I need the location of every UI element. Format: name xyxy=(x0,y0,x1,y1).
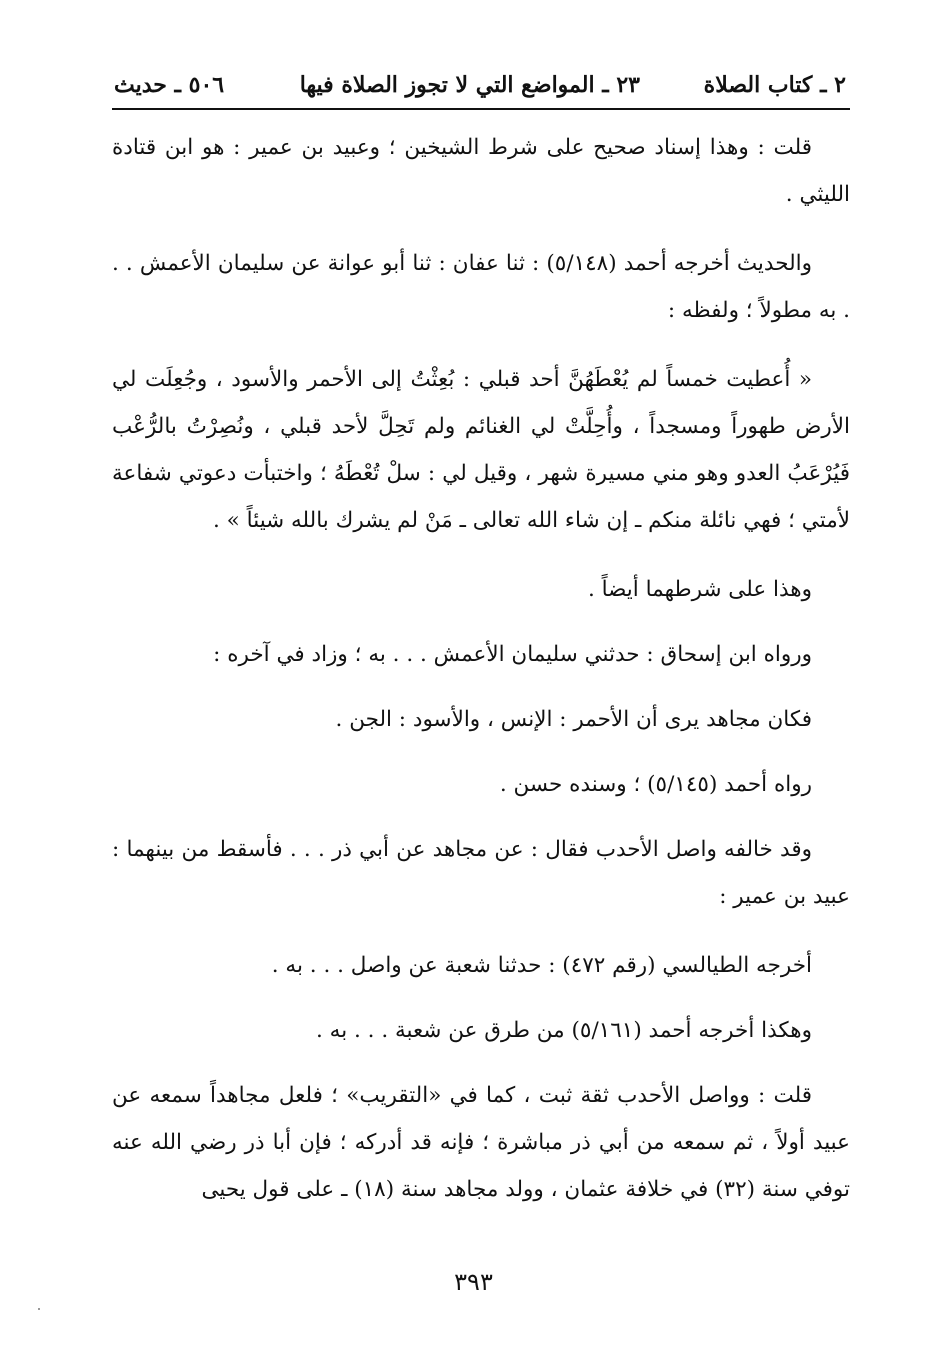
page-number: ٣٩٣ xyxy=(454,1268,493,1296)
paragraph-isnad-note: قلت : وهذا إسناد صحيح على شرط الشيخين ؛ وعبيد بن عمير : هو ابن قتادة الليثي . xyxy=(112,135,850,207)
paragraph-tayalisi: أخرجه الطيالسي (رقم ٤٧٢) : حدثنا شعبة عن واصل . . . به . xyxy=(271,953,812,978)
header-book-title: ٢ ـ كتاب الصلاة xyxy=(703,72,846,98)
paragraph-ahmad-sanad: رواه أحمد (٥/١٤٥) ؛ وسنده حسن . xyxy=(499,772,812,797)
header-hadith-number: ٥٠٦ ـ حديث xyxy=(114,72,225,98)
header-chapter-title: ٢٣ ـ المواضع التي لا تجوز الصلاة فيها xyxy=(299,72,640,98)
page-body xyxy=(112,124,850,1235)
paragraph-ibn-ishaq: ورواه ابن إسحاق : حدثني سليمان الأعمش . . . به ؛ وزاد في آخره : xyxy=(213,642,812,667)
paragraph-hadith-text: « أُعطيت خمساً لم يُعْطَهُنَّ أحد قبلي : بُعِثْتُ إلى الأحمر والأسود ، وجُعِلَت لي الأرض طهوراً ومسجداً ، وأُحِلَّتْ لي الغنائم ولم تَحِلَّ لأحد قبلي ، ونُصِرْتُ بالرُّعْب فَيُرْعَبُ العدو وهو مني مسيرة شهر ، وقيل لي : سلْ تُعْطَهُ ؛ واختبأت دعوتي شفاعة لأمتي ؛ فهي نائلة منكم ـ إن شاء الله تعالى ـ مَنْ لم يشرك بالله شيئاً » . xyxy=(112,367,850,533)
paragraph-condition: وهذا على شرطهما أيضاً . xyxy=(587,577,812,602)
paragraph-mujahid: فكان مجاهد يرى أن الأحمر : الإنس ، والأسود : الجن . xyxy=(335,707,812,732)
running-header xyxy=(112,68,850,104)
paragraph-ahmad-narration: والحديث أخرجه أحمد (٥/١٤٨) : ثنا عفان : ثنا أبو عوانة عن سليمان الأعمش . . . به مطولاً ؛ ولفظه : xyxy=(112,251,850,323)
paragraph-ahmad-turuq: وهكذا أخرجه أحمد (٥/١٦١) من طرق عن شعبة . . . به . xyxy=(316,1018,812,1043)
paragraph-wasil-variant: وقد خالفه واصل الأحدب فقال : عن مجاهد عن أبي ذر . . . فأسقط من بينهما : عبيد بن عمير : xyxy=(112,837,850,909)
paragraph-conclusion: قلت : وواصل الأحدب ثقة ثبت ، كما في «التقريب» ؛ فلعل مجاهداً سمعه عن عبيد أولاً ، ثم سمعه من أبي ذر مباشرة ؛ فإنه قد أدركه ؛ فإن أبا ذر رضي الله عنه توفي سنة (٣٢) في خلافة عثمان ، وولد مجاهد سنة (١٨) ـ على قول يحيى xyxy=(112,1083,850,1202)
header-divider xyxy=(112,108,850,110)
scan-speck xyxy=(38,1308,40,1310)
